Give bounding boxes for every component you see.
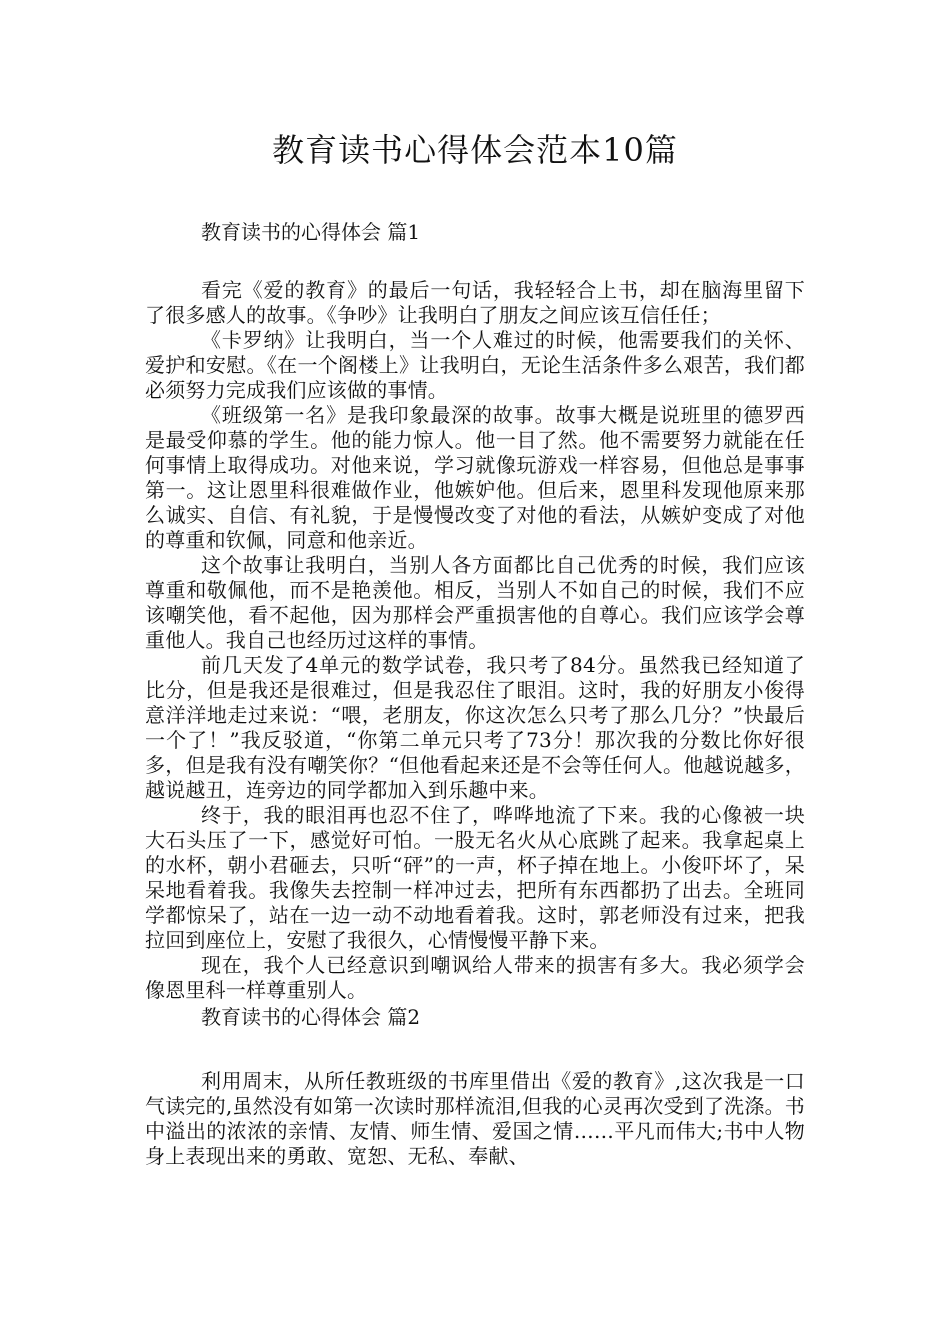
paragraph: 前几天发了4单元的数学试卷，我只考了84分。虽然我已经知道了比分，但是我还是很难过，但是我忍住了眼泪。这时，我的好朋友小俊得意洋洋地走过来说：“喂，老朋友，你这次怎么只考了那么几分？”快最后一个了！”我反驳道，“你第二单元只考了73分！那次我的分数比你好很多，但是我有没有嘲笑你？“但他看起来还是不会等任何人。他越说越多，越说越丑，连旁边的同学都加入到乐趣中来。 (145, 653, 805, 802)
paragraph: 《卡罗纳》让我明白，当一个人难过的时候，他需要我们的关怀、爱护和安慰。《在一个阁楼上》让我明白，无论生活条件多么艰苦，我们都必须努力完成我们应该做的事情。 (145, 328, 805, 402)
paragraph: 终于，我的眼泪再也忍不住了，哗哗地流了下来。我的心像被一块大石头压了一下，感觉好可怕。一股无名火从心底跳了起来。我拿起桌上的水杯，朝小君砸去，只听“砰”的一声，杯子掉在地上。小俊吓坏了，呆呆地看着我。我像失去控制一样冲过去，把所有东西都扔了出去。全班同学都惊呆了，站在一边一动不动地看着我。这时，郭老师没有过来，把我拉回到座位上，安慰了我很久，心情慢慢平静下来。 (145, 803, 805, 952)
paragraph: 利用周末，从所任教班级的书库里借出《爱的教育》,这次我是一口气读完的,虽然没有如第一次读时那样流泪,但我的心灵再次受到了洗涤。书中溢出的浓浓的亲情、友情、师生情、爱国之情……平凡而伟大;书中人物身上表现出来的勇敢、宽恕、无私、奉献、 (145, 1069, 805, 1168)
document-body (145, 218, 805, 1169)
section-1 (145, 218, 805, 1003)
paragraph: 这个故事让我明白，当别人各方面都比自己优秀的时候，我们应该尊重和敬佩他，而不是艳羡他。相反，当别人不如自己的时候，我们不应该嘲笑他，看不起他，因为那样会严重损害他的自尊心。我们应该学会尊重他人。我自己也经历过这样的事情。 (145, 553, 805, 652)
paragraph: 现在，我个人已经意识到嘲讽给人带来的损害有多大。我必须学会像恩里科一样尊重别人。 (145, 953, 805, 1002)
section-2 (145, 1003, 805, 1169)
document-title: 教育读书心得体会范本10篇 (272, 131, 678, 169)
paragraph: 《班级第一名》是我印象最深的故事。故事大概是说班里的德罗西是最受仰慕的学生。他的能力惊人。他一目了然。他不需要努力就能在任何事情上取得成功。对他来说，学习就像玩游戏一样容易，但他总是事事第一。这让恩里科很难做作业，他嫉妒他。但后来，恩里科发现他原来那么诚实、自信、有礼貌，于是慢慢改变了对他的看法，从嫉妒变成了对他的尊重和钦佩，同意和他亲近。 (145, 403, 805, 552)
section-heading: 教育读书的心得体会 篇2 (201, 1005, 421, 1029)
paragraph: 看完《爱的教育》的最后一句话，我轻轻合上书，却在脑海里留下了很多感人的故事。《争吵》让我明白了朋友之间应该互信任任； (145, 278, 805, 327)
section-heading: 教育读书的心得体会 篇1 (201, 220, 421, 244)
